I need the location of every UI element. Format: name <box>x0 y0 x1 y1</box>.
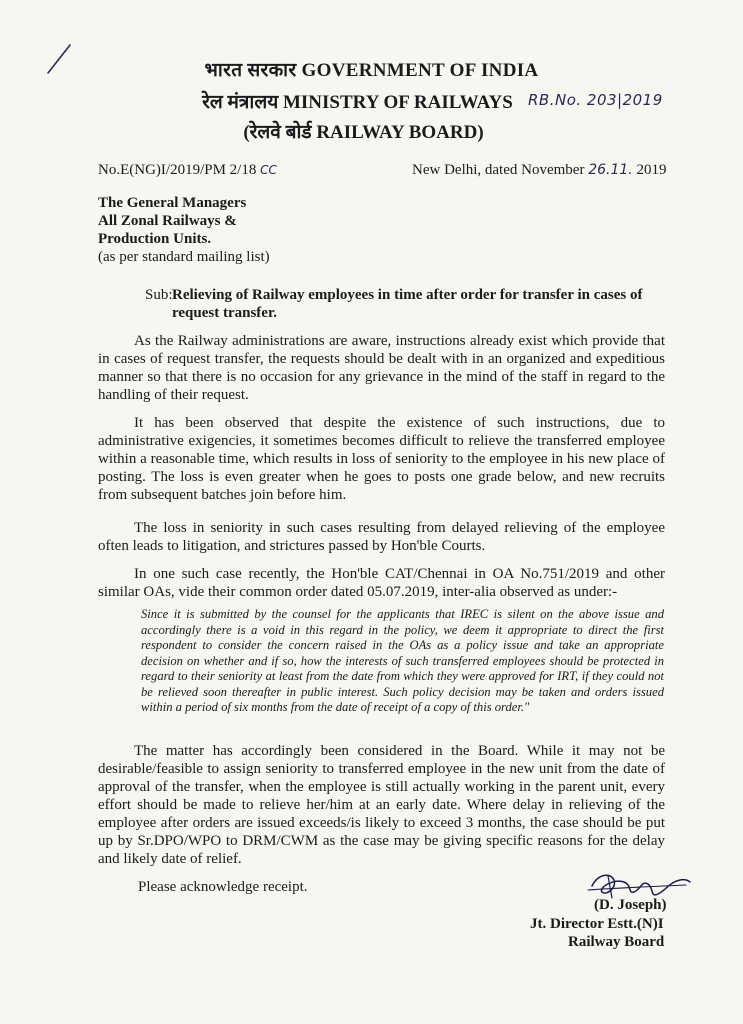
addressee-block <box>98 194 270 266</box>
body-paragraph-1: As the Railway administrations are aware, instructions already exist which provide that in cases of request transfer, the requests should be dealt with in an organized and expeditious manner so that there is no occasion for any grievance in the mind of the staff in regard to the handling of their request. <box>98 333 665 403</box>
signatory-organization: Railway Board <box>568 934 665 950</box>
header-board-english: RAILWAY BOARD) <box>316 122 484 143</box>
header-government <box>0 56 743 82</box>
header-board-hindi: (रेलवे बोर्ड <box>243 122 312 143</box>
reference-number-text: No.E(NG)I/2019/PM 2/18 <box>98 162 257 178</box>
header-ministry-hindi: रेल मंत्रालय <box>202 92 279 113</box>
header-ministry-english: MINISTRY OF RAILWAYS <box>282 92 513 113</box>
signatory-name: (D. Joseph) <box>594 897 667 913</box>
quoted-court-order: Since it is submitted by the counsel for the applicants that IREC is silent on the above issue and accordingly there is a void in this regard in the policy, we deem it appropriate to direct the first respondent to consider the concern raised in the OAs as a policy issue and take an appropriate decision on whether and if so, how the interests of such transferred employees should be protected in regard to their seniority at least from the date from which they were approved for IRT, if they could not be relieved soon thereafter in public interest. Such policy decision may be taken and orders issued within a period of six months from the date of receipt of a copy of this order." <box>141 607 664 714</box>
subject-label: Sub: <box>145 287 173 303</box>
addressee-line-1: The General Managers <box>98 195 247 211</box>
date-prefix: New Delhi, dated November <box>412 162 585 178</box>
handwritten-cc: CC <box>260 163 277 177</box>
closing-line: Please acknowledge receipt. <box>138 879 308 895</box>
body-paragraph-2: It has been observed that despite the existence of such instructions, due to administrative exigencies, it sometimes becomes difficult to relieve the transferred employee within a reasonable time, which results in loss of seniority to the employee in his new place of posting. The loss is even greater when he goes to posts one grade below, and new recruits from subsequent batches join before him. <box>98 415 665 503</box>
addressee-line-4: (as per standard mailing list) <box>98 249 270 265</box>
body-paragraph-5: The matter has accordingly been considered in the Board. While it may not be desirable/feasible to assign seniority to transferred employee in the new unit from the date of approval of the transfer, when the employee is still actually working in the parent unit, every effort should be made to relieve her/him at an early date. Where delay in relieving of the employee after orders are issued exceeds/is likely to exceed 3 months, the case should be put up by Sr.DPO/WPO to DRM/CWM as the case may be giving specific reasons for the delay and likely date of relief. <box>98 743 665 867</box>
header-government-hindi: भारत सरकार <box>204 60 297 81</box>
addressee-line-3: Production Units. <box>98 231 212 247</box>
header-board <box>0 118 735 144</box>
date-year: 2019 <box>636 162 667 178</box>
body-paragraph-3: The loss in seniority in such cases resulting from delayed relieving of the employee often leads to litigation, and strictures passed by Hon'ble Courts. <box>98 520 665 554</box>
letter-date <box>412 162 666 179</box>
body-paragraph-4: In one such case recently, the Hon'ble CAT/Chennai in OA No.751/2019 and other similar OAs, vide their common order dated 05.07.2019, inter-alia observed as under:- <box>98 566 665 600</box>
addressee-line-2: All Zonal Railways & <box>98 213 237 229</box>
handwritten-rbe-number: RB.No. 203|2019 <box>528 91 663 109</box>
handwritten-date-day: 26.11. <box>588 162 633 178</box>
subject-line <box>145 286 665 322</box>
header-government-english: GOVERNMENT OF INDIA <box>301 60 539 81</box>
subject-text: Relieving of Railway employees in time after order for transfer in cases of request transfer. <box>172 287 643 321</box>
signatory-designation: Jt. Director Estt.(N)I <box>530 916 664 932</box>
reference-number <box>98 162 277 179</box>
